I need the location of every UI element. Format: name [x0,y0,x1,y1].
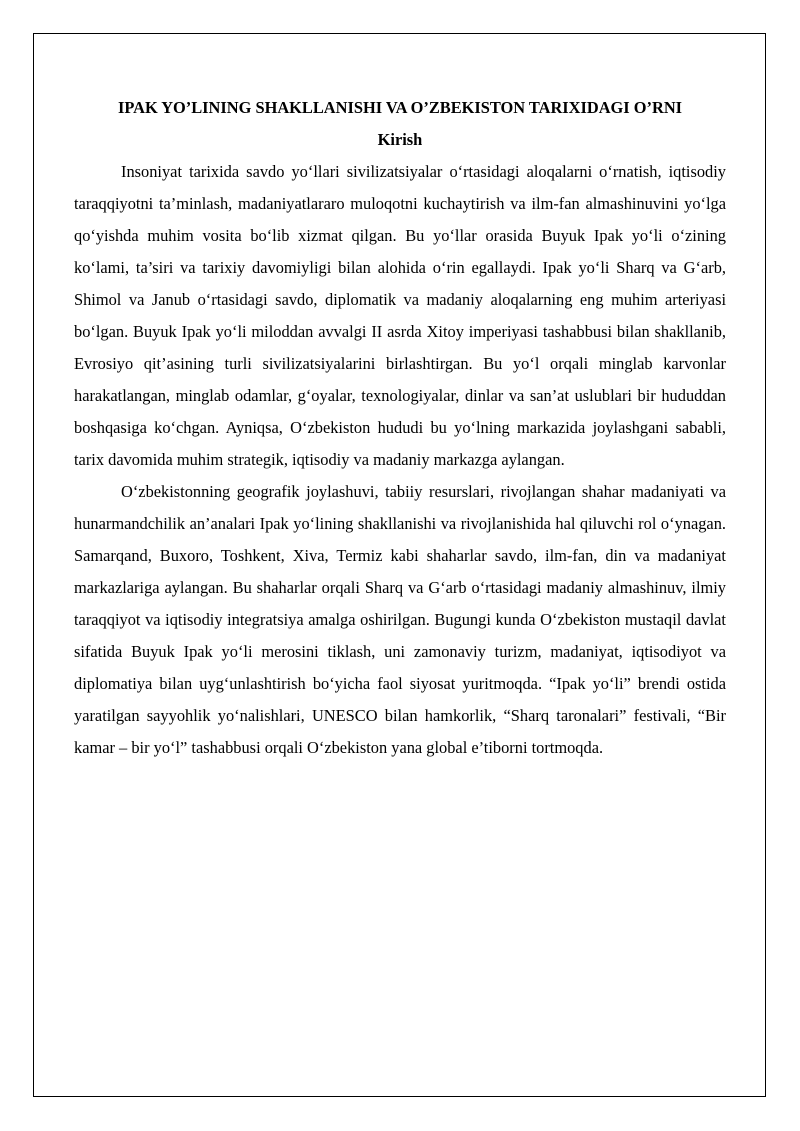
document-title: IPAK YO’LINING SHAKLLANISHI VA O’ZBEKISTON TARIXIDAGI O’RNI [117,98,683,117]
paragraph-2: O‘zbekistonning geografik joylashuvi, tabiiy resurslari, rivojlangan shahar madaniyati va hunarmandchilik an’analari Ipak yo‘lining shakllanishi va rivojlanishida hal qiluvchi rol o‘ynagan. Samarqand, Buxoro, Toshkent, Xiva, Termiz kabi shaharlar savdo, ilm-fan, din va madaniyat markazlariga aylangan. Bu shaharlar orqali Sharq va G‘arb o‘rtasidagi madaniy almashinuv, ilmiy taraqqiyot va iqtisodiy integratsiya amalga oshirilgan. Bugungi kunda O‘zbekiston mustaqil davlat sifatida Buyuk Ipak yo‘li merosini tiklash, uni zamonaviy turizm, madaniyat, iqtisodiyot va diplomatiya bilan uyg‘unlashtirish bo‘yicha faol siyosat yuritmoqda. “Ipak yo‘li” brendi ostida yaratilgan sayyohlik yo‘nalishlari, UNESCO bilan hamkorlik, “Sharq taronalari” festivali, “Bir kamar – bir yo‘l” tashabbusi orqali O‘zbekiston yana global e’tiborni tortmoqda. [74,482,726,757]
section-heading: Kirish [377,130,423,149]
document-body [74,92,726,764]
paragraph-1: Insoniyat tarixida savdo yo‘llari sivilizatsiyalar o‘rtasidagi aloqalarni o‘rnatish, iqtisodiy taraqqiyotni ta’minlash, madaniyatlararo muloqotni kuchaytirish va ilm-fan almashinuvini yo‘lga qo‘yishda muhim vosita bo‘lib xizmat qilgan. Bu yo‘llar orasida Buyuk Ipak yo‘li o‘zining ko‘lami, ta’siri va tarixiy davomiyligi bilan alohida o‘rin egallaydi. Ipak yo‘li Sharq va G‘arb, Shimol va Janub o‘rtasidagi savdo, diplomatik va madaniy aloqalarning eng muhim arteriyasi bo‘lgan. Buyuk Ipak yo‘li miloddan avvalgi II asrda Xitoy imperiyasi tashabbusi bilan shakllanib, Evrosiyo qit’asining turli sivilizatsiyalarini birlashtirgan. Bu yo‘l orqali minglab karvonlar harakatlangan, minglab odamlar, g‘oyalar, texnologiyalar, dinlar va san’at uslublari bir hududdan boshqasiga ko‘chgan. Ayniqsa, O‘zbekiston hududi bu yo‘lning markazida joylashgani sababli, tarix davomida muhim strategik, iqtisodiy va madaniy markazga aylangan. [74,162,726,469]
